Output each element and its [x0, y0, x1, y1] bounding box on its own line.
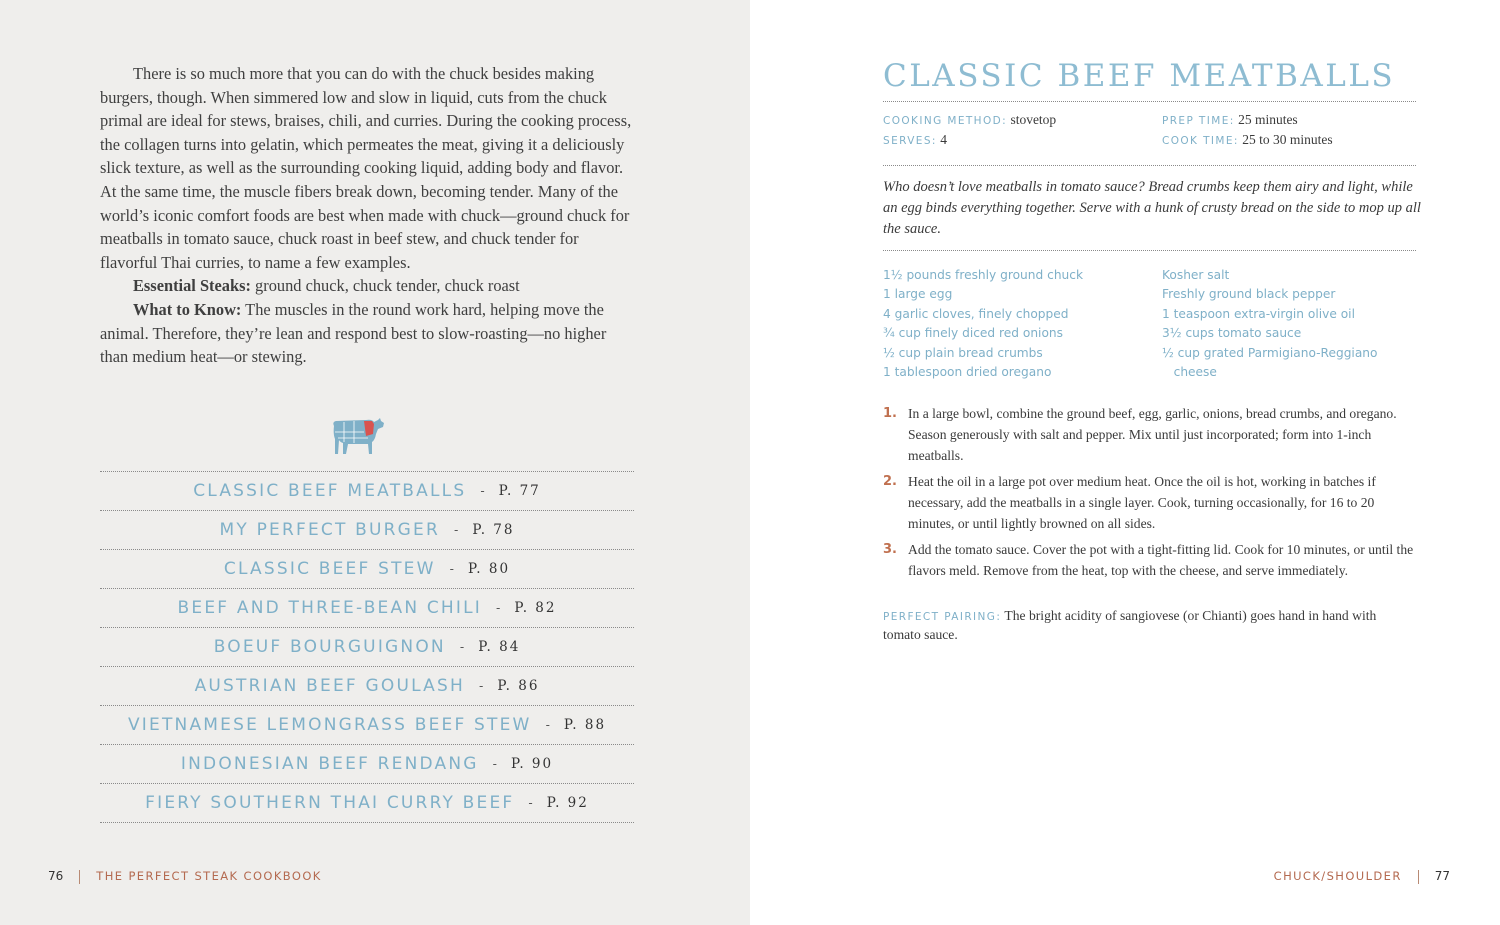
divider: [883, 250, 1416, 251]
toc-page-number: P. 92: [546, 795, 589, 811]
divider: [883, 165, 1416, 166]
ingredient-item: cheese: [1162, 365, 1217, 380]
cow-cut-diagram-icon: [328, 414, 386, 458]
toc-separator: -: [528, 796, 533, 810]
toc-recipe-title: INDONESIAN BEEF RENDANG: [180, 754, 479, 774]
toc-separator: -: [480, 484, 485, 498]
toc-recipe-title: CLASSIC BEEF MEATBALLS: [193, 481, 467, 501]
toc-separator: -: [454, 523, 459, 537]
toc-page-number: P. 77: [498, 483, 541, 499]
ingredient-item: 4 garlic cloves, finely chopped: [883, 306, 1069, 321]
serves-label: SERVES:: [883, 135, 937, 147]
recipe-steps: [883, 403, 1418, 586]
toc-page-number: P. 84: [478, 639, 521, 655]
what-to-know-text: The muscles in the round work hard, helping move the animal. Therefore, they’re lean and respond best to slow-roasting—no higher than medium heat—or stewing.: [100, 299, 607, 367]
toc-row: [100, 510, 634, 549]
section-name: CHUCK/SHOULDER: [1273, 869, 1402, 883]
ingredients-column-right: [1162, 266, 1377, 382]
toc-row: [100, 744, 634, 783]
recipe-title: CLASSIC BEEF MEATBALLS: [883, 58, 1396, 94]
divider: [883, 101, 1416, 102]
cook-time-label: COOK TIME:: [1162, 135, 1239, 147]
toc-recipe-title: VIETNAMESE LEMONGRASS BEEF STEW: [127, 715, 532, 735]
left-body-text: [100, 62, 635, 369]
book-title: THE PERFECT STEAK COOKBOOK: [96, 869, 322, 883]
toc-recipe-title: BEEF AND THREE-BEAN CHILI: [177, 598, 482, 618]
toc-page-number: P. 88: [563, 717, 607, 733]
toc-separator: -: [449, 562, 454, 576]
step-number: 3.: [883, 542, 897, 557]
ingredient-item: 1½ pounds freshly ground chuck: [883, 268, 1084, 282]
toc-separator: -: [492, 757, 497, 771]
toc-separator: -: [545, 718, 550, 732]
toc-separator: -: [496, 601, 501, 615]
body-paragraph: There is so much more that you can do with the chuck besides making burgers, though. When simmered low and slow in liquid, cuts from the chuck primal are ideal for stews, braises, chili, and curries. During the cooking process, the collagen turns into gelatin, which permeates the meat, giving it a deliciously slick texture, as well as the surrounding cooking liquid, adding body and flavor. At the same time, the muscle fibers break down, becoming tender. Many of the world’s iconic comfort foods are best when made with chuck—ground chuck for meatballs in tomato sauce, chuck roast in beef stew, and chuck tender for flavorful Thai curries, to name a few examples.: [100, 64, 632, 272]
step-number: 2.: [883, 474, 897, 489]
pairing-text: The bright acidity of sangiovese (or Chianti) goes hand in hand with tomato sauce.: [883, 608, 1377, 642]
cook-time: [1162, 132, 1333, 148]
toc-row: [100, 549, 634, 588]
step-text: In a large bowl, combine the ground beef, egg, garlic, onions, bread crumbs, and oregano. Season generously with salt and pepper. Mix until just incorporated; form into 1-inch meatballs.: [908, 406, 1397, 463]
footer-divider: [1418, 870, 1419, 884]
step-text: Add the tomato sauce. Cover the pot with a tight-fitting lid. Cook for 10 minutes, or until the flavors meld. Remove from the heat, top with the cheese, and serve immediately.: [908, 542, 1414, 578]
ingredient-item: 3½ cups tomato sauce: [1162, 326, 1302, 341]
toc-recipe-title: AUSTRIAN BEEF GOULASH: [194, 676, 465, 696]
ingredient-item: ½ cup plain bread crumbs: [883, 345, 1043, 360]
prep-time: [1162, 112, 1298, 128]
toc-recipe-title: CLASSIC BEEF STEW: [223, 559, 436, 579]
ingredient-item: ½ cup grated Parmigiano-Reggiano: [1162, 345, 1378, 360]
step-text: Heat the oil in a large pot over medium heat. Once the oil is hot, working in batches if necessary, add the meatballs in a single layer. Cook, turning occasionally, for 16 to 20 minutes, or until lightly browned on all sides.: [908, 474, 1376, 531]
essential-steaks-label: Essential Steaks:: [133, 276, 251, 296]
toc-separator: -: [459, 640, 465, 654]
ingredient-item: 1 teaspoon extra-virgin olive oil: [1162, 306, 1355, 321]
prep-time-value: 25 minutes: [1234, 112, 1298, 127]
toc-separator: -: [478, 679, 484, 693]
toc-page-number: P. 78: [472, 522, 515, 538]
cooking-method-label: COOKING METHOD:: [883, 115, 1008, 127]
cook-time-value: 25 to 30 minutes: [1238, 132, 1333, 147]
recipe-index: [100, 471, 634, 823]
prep-time-label: PREP TIME:: [1162, 115, 1235, 127]
ingredients-column-left: [883, 266, 1083, 382]
toc-page-number: P. 86: [497, 678, 540, 694]
ingredient-item: 1 large egg: [883, 287, 953, 302]
essential-steaks-text: ground chuck, chuck tender, chuck roast: [250, 276, 520, 296]
toc-page-number: P. 82: [514, 600, 557, 616]
toc-recipe-title: BOEUF BOURGUIGNON: [213, 637, 446, 657]
pairing-label: PERFECT PAIRING:: [883, 611, 1002, 623]
recipe-step: [883, 471, 1418, 534]
recipe-step: [883, 539, 1418, 581]
toc-row: [100, 627, 634, 666]
ingredient-item: Kosher salt: [1162, 268, 1230, 282]
toc-recipe-title: FIERY SOUTHERN THAI CURRY BEEF: [145, 793, 515, 813]
toc-row: [100, 783, 634, 823]
what-to-know-line: [100, 298, 635, 369]
right-footer: [1274, 869, 1450, 884]
ingredient-item: Freshly ground black pepper: [1162, 287, 1336, 302]
page-number: 77: [1434, 869, 1450, 883]
ingredient-item: ¾ cup finely diced red onions: [883, 326, 1063, 341]
serves-value: 4: [936, 132, 947, 147]
toc-row: [100, 705, 634, 744]
perfect-pairing: [883, 607, 1403, 643]
toc-page-number: P. 90: [510, 756, 554, 772]
what-to-know-label: What to Know:: [133, 299, 242, 319]
cooking-method-value: stovetop: [1007, 112, 1057, 127]
page-number: 76: [48, 869, 64, 883]
footer-divider: [79, 870, 80, 884]
toc-row: [100, 471, 634, 510]
left-footer: [48, 869, 322, 884]
cooking-method: [883, 112, 1056, 128]
toc-row: [100, 588, 634, 627]
toc-row: [100, 666, 634, 705]
ingredient-item: 1 tablespoon dried oregano: [883, 365, 1052, 380]
serves: [883, 132, 947, 148]
recipe-intro: Who doesn’t love meatballs in tomato sauce? Bread crumbs keep them airy and light, while an egg binds everything together. Serve with a hunk of crusty bread on the side to mop up all the sauce.: [883, 179, 1421, 237]
essential-steaks-line: [100, 274, 635, 298]
toc-recipe-title: MY PERFECT BURGER: [219, 520, 441, 540]
step-number: 1.: [883, 406, 897, 421]
recipe-step: [883, 403, 1418, 466]
toc-page-number: P. 80: [467, 561, 511, 577]
